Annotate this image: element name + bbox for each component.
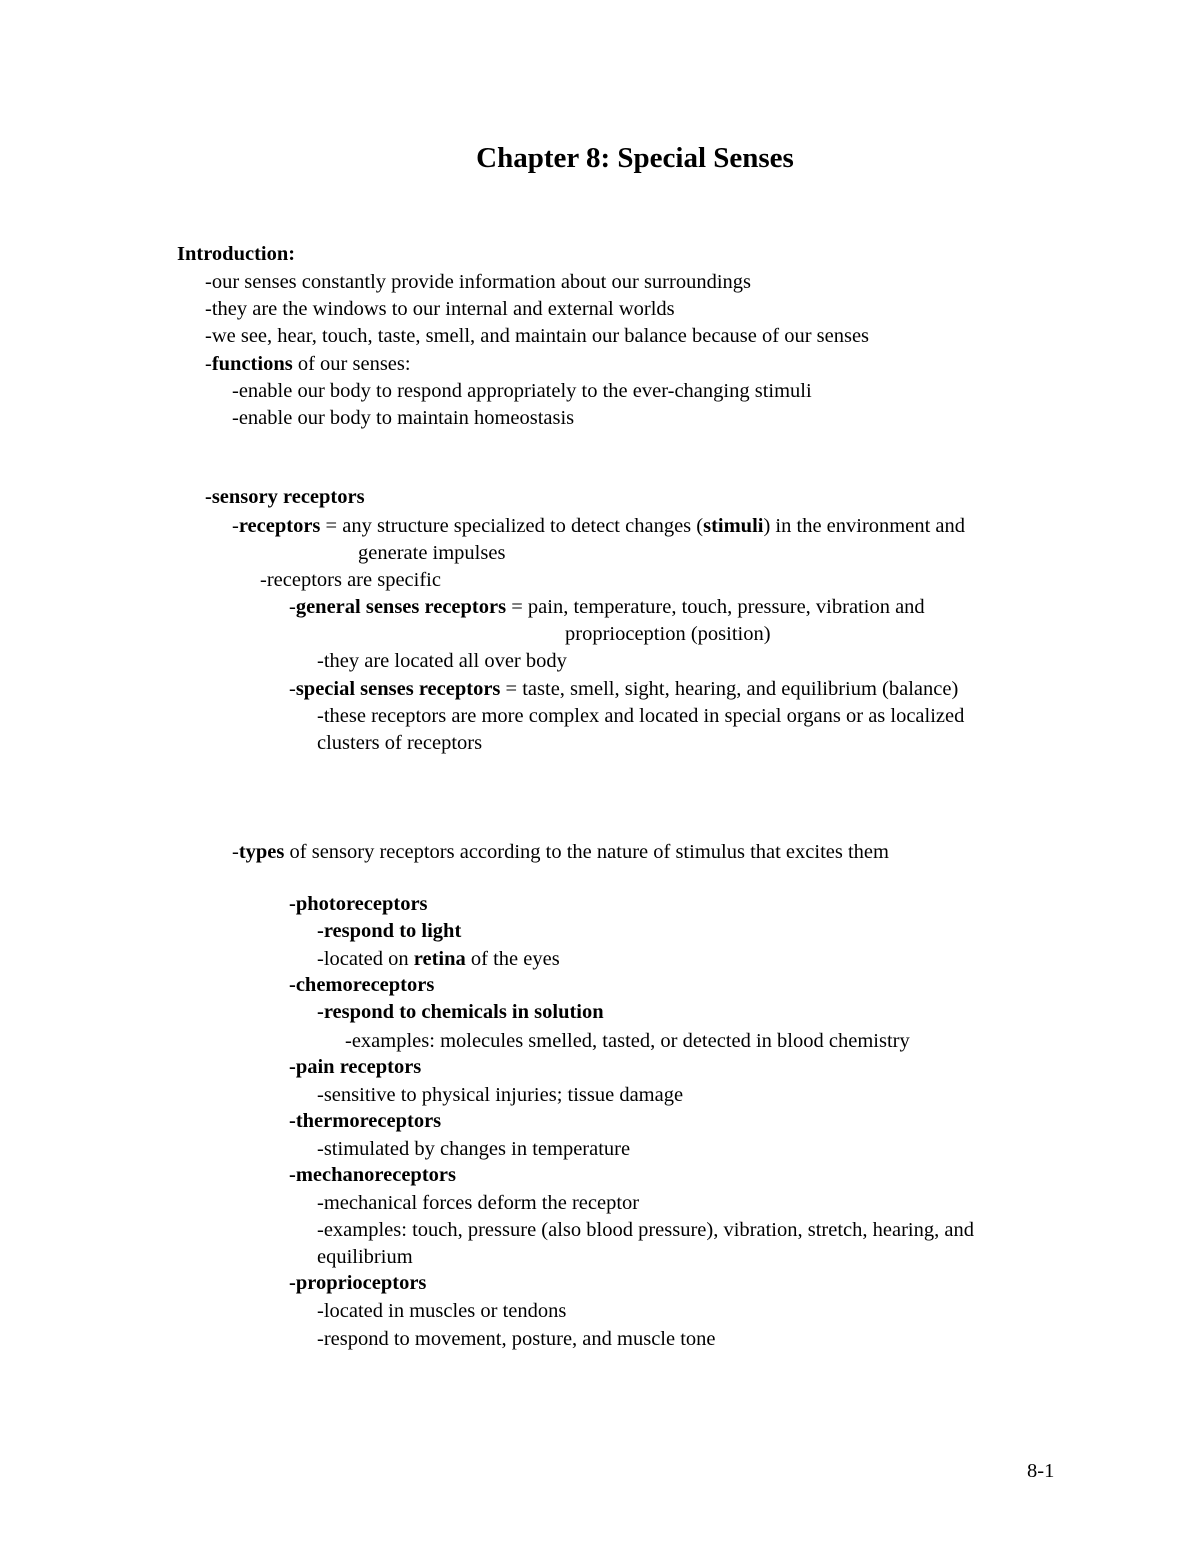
types-rest: of sensory receptors according to the nature of stimulus that excites them [284, 841, 889, 863]
chemoreceptors-heading: -chemoreceptors [289, 974, 435, 996]
general-term: general senses receptors [295, 596, 507, 618]
pain-receptors-heading: -pain receptors [289, 1056, 422, 1078]
special-receptors-sub-1: -these receptors are more complex and located in special organs or as localized [317, 705, 965, 727]
mechanoreceptors-item-1: -mechanical forces deform the receptor [317, 1192, 640, 1214]
sensory-heading: -sensory receptors [205, 486, 365, 508]
general-rest: = pain, temperature, touch, pressure, vibration and [506, 596, 925, 618]
page-title: Chapter 8: Special Senses [476, 142, 794, 174]
proprioceptors-item-1: -located in muscles or tendons [317, 1300, 567, 1322]
special-receptors [289, 676, 958, 703]
intro-function-1: -enable our body to respond appropriately to the ever-changing stimuli [232, 380, 812, 402]
receptors-specific: -receptors are specific [260, 569, 441, 591]
thermoreceptors-heading: -thermoreceptors [289, 1110, 442, 1132]
mechanoreceptors-heading: -mechanoreceptors [289, 1164, 456, 1186]
receptors-def-mid: = any structure specialized to detect changes ( [320, 515, 704, 537]
photo-item-post: of the eyes [465, 948, 560, 970]
chemoreceptors-item-2: -examples: molecules smelled, tasted, or detected in blood chemistry [345, 1030, 910, 1052]
stimuli-term: stimuli [703, 515, 764, 537]
types-intro [232, 839, 889, 866]
intro-line-2: -they are the windows to our internal and external worlds [205, 298, 675, 320]
photoreceptors-item-1: -respond to light [317, 920, 462, 942]
pain-receptors-item-1: -sensitive to physical injuries; tissue damage [317, 1084, 684, 1106]
special-term: special senses receptors [295, 678, 501, 700]
dash: - [205, 353, 212, 375]
functions-rest: of our senses: [292, 353, 411, 375]
intro-function-2: -enable our body to maintain homeostasis [232, 407, 575, 429]
receptors-def-end: ) in the environment and [763, 515, 966, 537]
chemoreceptors-item-1: -respond to chemicals in solution [317, 1001, 604, 1023]
special-receptors-sub-2: clusters of receptors [317, 732, 483, 754]
dash: - [289, 678, 296, 700]
receptors-term: receptors [238, 515, 321, 537]
proprioceptors-heading: -proprioceptors [289, 1272, 427, 1294]
mechanoreceptors-item-2: -examples: touch, pressure (also blood pressure), vibration, stretch, hearing, and [317, 1219, 974, 1241]
dash: - [232, 515, 239, 537]
intro-heading: Introduction: [177, 243, 296, 265]
page-number: 8-1 [1027, 1460, 1055, 1482]
general-receptors-sub: -they are located all over body [317, 650, 567, 672]
receptors-definition-cont: generate impulses [358, 542, 506, 564]
thermoreceptors-item-1: -stimulated by changes in temperature [317, 1138, 631, 1160]
special-rest: = taste, smell, sight, hearing, and equilibrium (balance) [500, 678, 959, 700]
receptors-definition [232, 513, 965, 540]
general-receptors [289, 594, 925, 621]
photoreceptors-item-2 [317, 946, 560, 973]
types-term: types [238, 841, 285, 863]
dash: - [289, 596, 296, 618]
functions-term: functions [211, 353, 293, 375]
retina-term: retina [413, 948, 466, 970]
intro-line-1: -our senses constantly provide information about our surroundings [205, 271, 752, 293]
proprioceptors-item-2: -respond to movement, posture, and muscle tone [317, 1328, 716, 1350]
dash: - [232, 841, 239, 863]
photo-item-pre: -located on [317, 948, 414, 970]
photoreceptors-heading: -photoreceptors [289, 893, 428, 915]
mechanoreceptors-item-2-cont: equilibrium [317, 1246, 413, 1268]
intro-line-3: -we see, hear, touch, taste, smell, and maintain our balance because of our senses [205, 325, 870, 347]
general-receptors-cont: proprioception (position) [565, 623, 771, 645]
intro-functions [205, 351, 411, 378]
